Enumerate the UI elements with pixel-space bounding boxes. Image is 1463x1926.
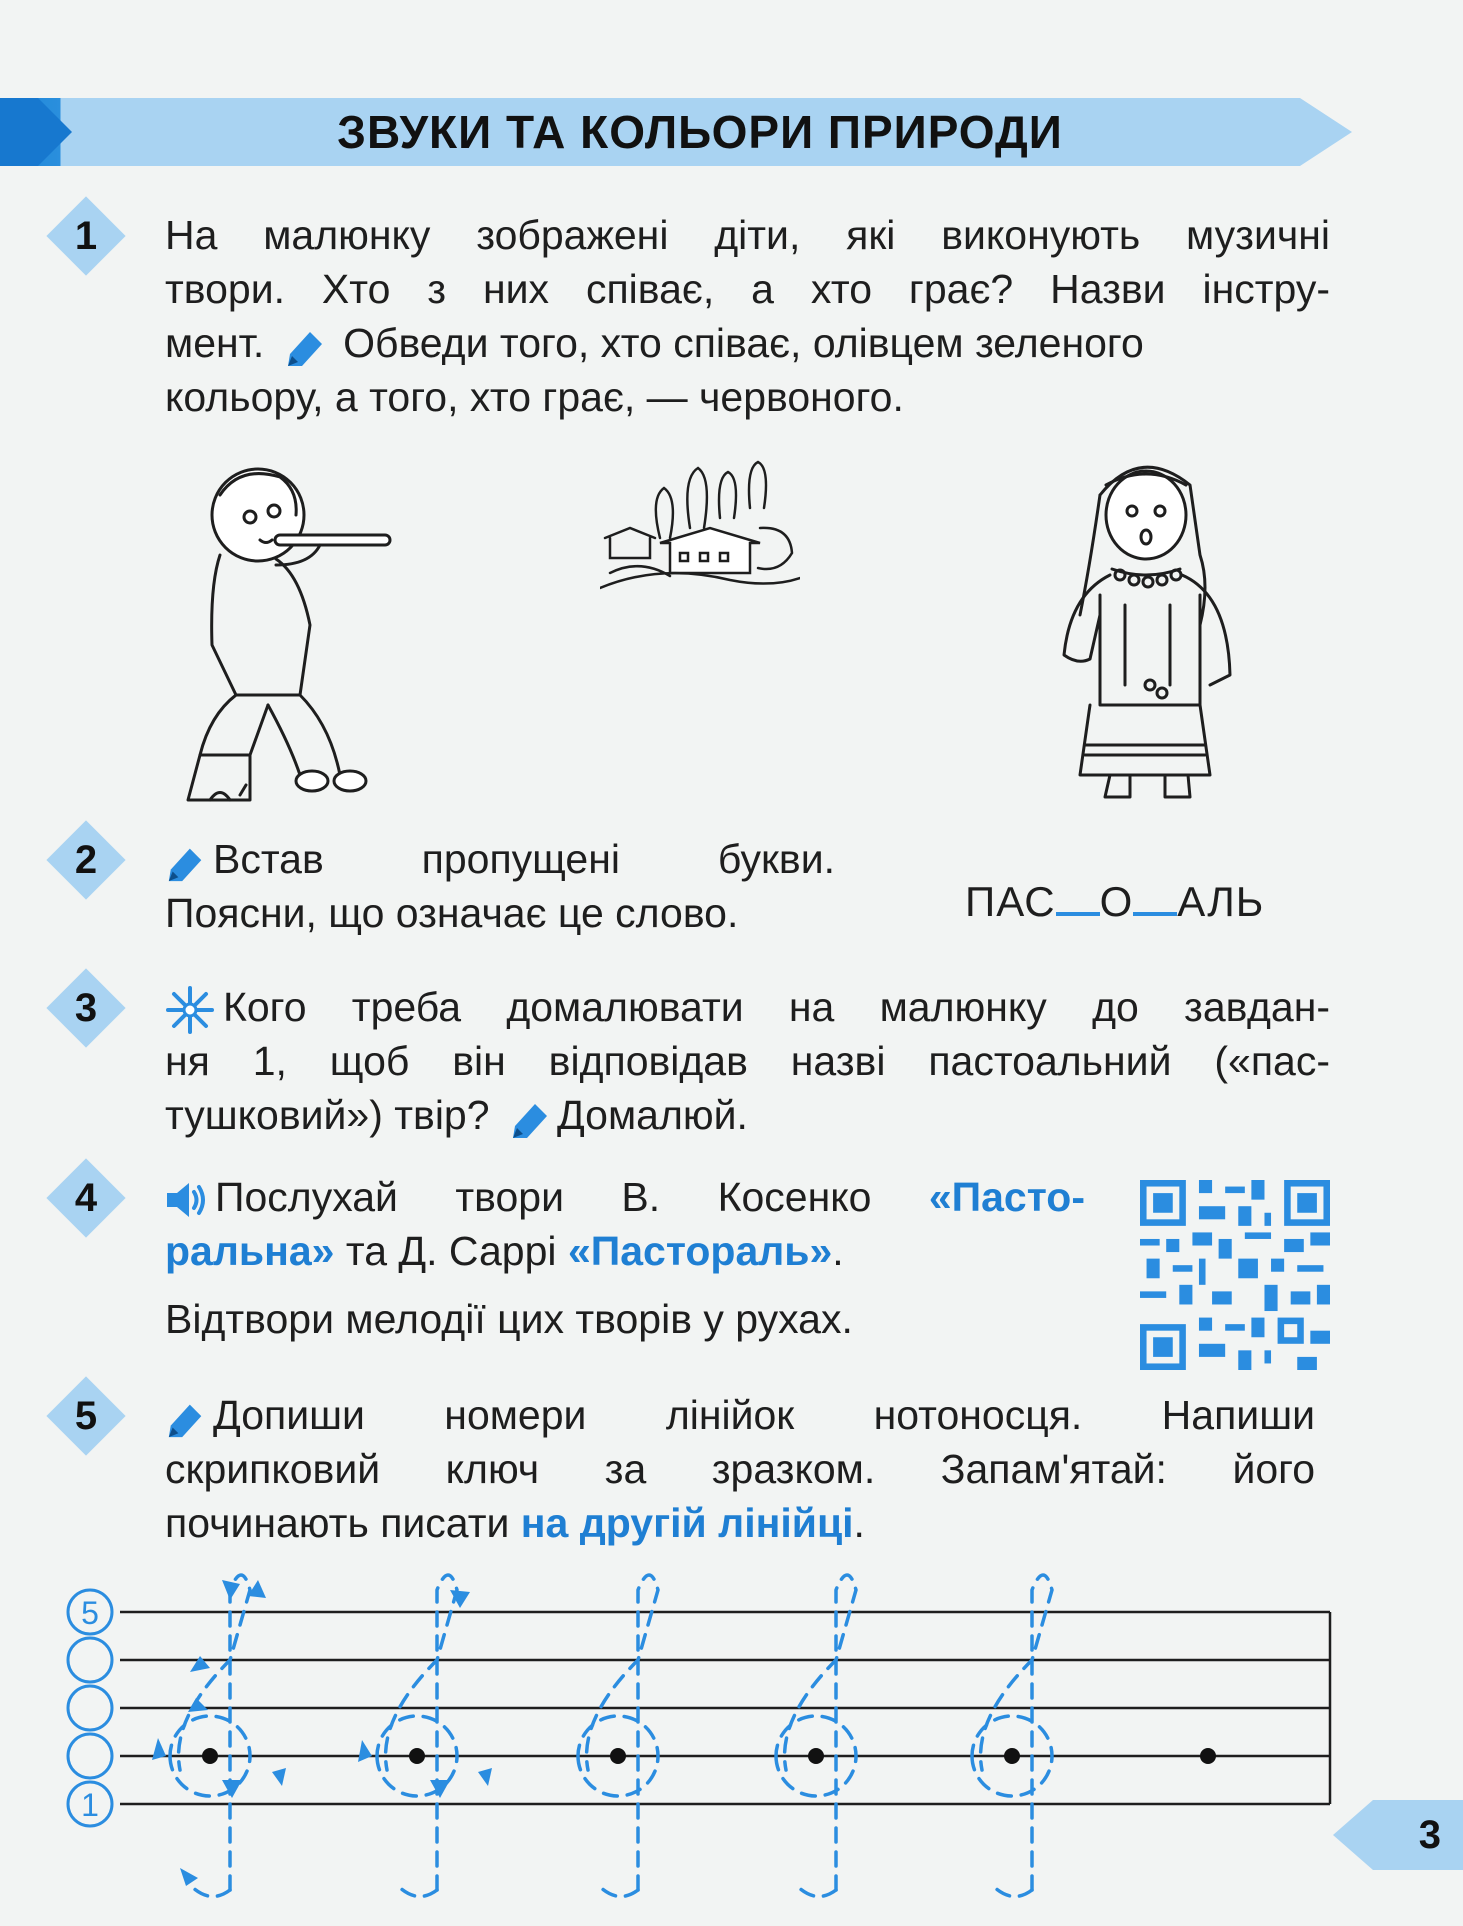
treble-clef-template xyxy=(578,1575,658,1896)
task-2-line: Встав пропущені букви. xyxy=(213,836,835,882)
task-3-line: Кого треба домалювати на малюнку до завдан- xyxy=(223,984,1330,1030)
music-staff[interactable] xyxy=(60,1560,1340,1900)
clef-start-dot xyxy=(409,1748,425,1764)
page-number: 3 xyxy=(1418,1813,1441,1857)
qr-code-icon[interactable] xyxy=(1140,1180,1330,1370)
task-4-text xyxy=(165,1170,1085,1346)
page-title: ЗВУКИ ТА КОЛЬОРИ ПРИРОДИ xyxy=(337,106,1063,158)
village-landscape-illustration xyxy=(600,448,800,598)
pencil-icon xyxy=(165,841,207,883)
clef-start-dot xyxy=(610,1748,626,1764)
treble-clef-template xyxy=(377,1575,457,1896)
girl-singing-illustration xyxy=(1050,445,1245,805)
task-3-line: тушковий») твір? xyxy=(165,1092,490,1138)
clef-start-dot xyxy=(1200,1748,1216,1764)
task-2-marker xyxy=(46,820,126,900)
word-part: ПАС xyxy=(965,878,1056,925)
staff-line-number-circle[interactable] xyxy=(68,1638,112,1682)
highlight-text: на другій лінійці xyxy=(520,1500,854,1546)
task-3-line: ня 1, щоб він відповідав назві пастоальний («пас- xyxy=(165,1038,1330,1084)
composition-title: «Пастораль» xyxy=(567,1228,833,1274)
treble-clef-template xyxy=(972,1575,1052,1896)
task-1-marker xyxy=(46,196,126,276)
task-5-number: 5 xyxy=(74,1394,98,1438)
clef-start-dot xyxy=(202,1748,218,1764)
task-4-line: Послухай твори В. Косенко xyxy=(215,1174,872,1220)
task-4-marker xyxy=(46,1158,126,1238)
task-2-number: 2 xyxy=(74,838,98,882)
task-1-line: твори. Хто з них співає, а хто грає? Назви інстру- xyxy=(165,266,1330,312)
word-part: АЛЬ xyxy=(1177,878,1265,925)
pencil-icon xyxy=(284,324,328,368)
task-2-line: Поясни, що означає це слово. xyxy=(165,890,739,936)
treble-clef-template xyxy=(170,1575,250,1896)
clef-start-dot xyxy=(1004,1748,1020,1764)
task-5-line: скрипковий ключ за зразком. Запам'ятай: його xyxy=(165,1446,1315,1492)
task-1-number: 1 xyxy=(74,214,98,258)
staff-label-bottom: 1 xyxy=(81,1787,99,1823)
page-number-tab xyxy=(1333,1800,1463,1870)
period: . xyxy=(832,1228,844,1274)
staff-line-number-circle[interactable] xyxy=(68,1734,112,1778)
task-5-marker xyxy=(46,1376,126,1456)
letter-blank[interactable] xyxy=(1133,882,1177,916)
task-1-line: кольору, а того, хто грає, — червоного. xyxy=(165,374,904,420)
speaker-icon xyxy=(165,1180,209,1220)
period: . xyxy=(853,1500,865,1546)
task-2-text xyxy=(165,832,835,940)
task-5-line: Допиши номери лінійок нотоносця. Напиши xyxy=(213,1392,1315,1438)
task-1-line: мент. xyxy=(165,320,265,366)
staff-label-top: 5 xyxy=(81,1595,99,1631)
task-1-line: На малюнку зображені діти, які виконують музичні xyxy=(165,212,1330,258)
clef-start-dot xyxy=(808,1748,824,1764)
task-1-text xyxy=(165,208,1330,424)
task-4-number: 4 xyxy=(74,1176,98,1220)
boy-playing-flute-illustration xyxy=(180,455,395,815)
composition-title: «Пасто- xyxy=(928,1174,1085,1220)
fill-in-word xyxy=(965,878,1264,926)
composition-title: ральна» xyxy=(165,1228,335,1274)
task-3-line: Домалюй. xyxy=(556,1092,748,1138)
clef-direction-arrows xyxy=(152,1580,492,1886)
task-3-text xyxy=(165,980,1330,1142)
treble-clef-template xyxy=(776,1575,856,1896)
pencil-icon xyxy=(165,1397,207,1439)
pencil-icon xyxy=(509,1096,553,1140)
snowflake-icon xyxy=(165,985,215,1035)
task-5-line: починають писати xyxy=(165,1500,510,1546)
letter-blank[interactable] xyxy=(1056,882,1100,916)
staff-line-number-circle[interactable] xyxy=(68,1686,112,1730)
task-5-text xyxy=(165,1388,1315,1550)
task-1-line: Обведи того, хто співає, олівцем зеленого xyxy=(343,320,1144,366)
task-4-line: Відтвори мелодії цих творів у рухах. xyxy=(165,1296,853,1342)
task-3-number: 3 xyxy=(74,986,98,1030)
word-part: О xyxy=(1099,878,1134,925)
task-4-line: та Д. Саррі xyxy=(345,1228,557,1274)
task-3-marker xyxy=(46,968,126,1048)
